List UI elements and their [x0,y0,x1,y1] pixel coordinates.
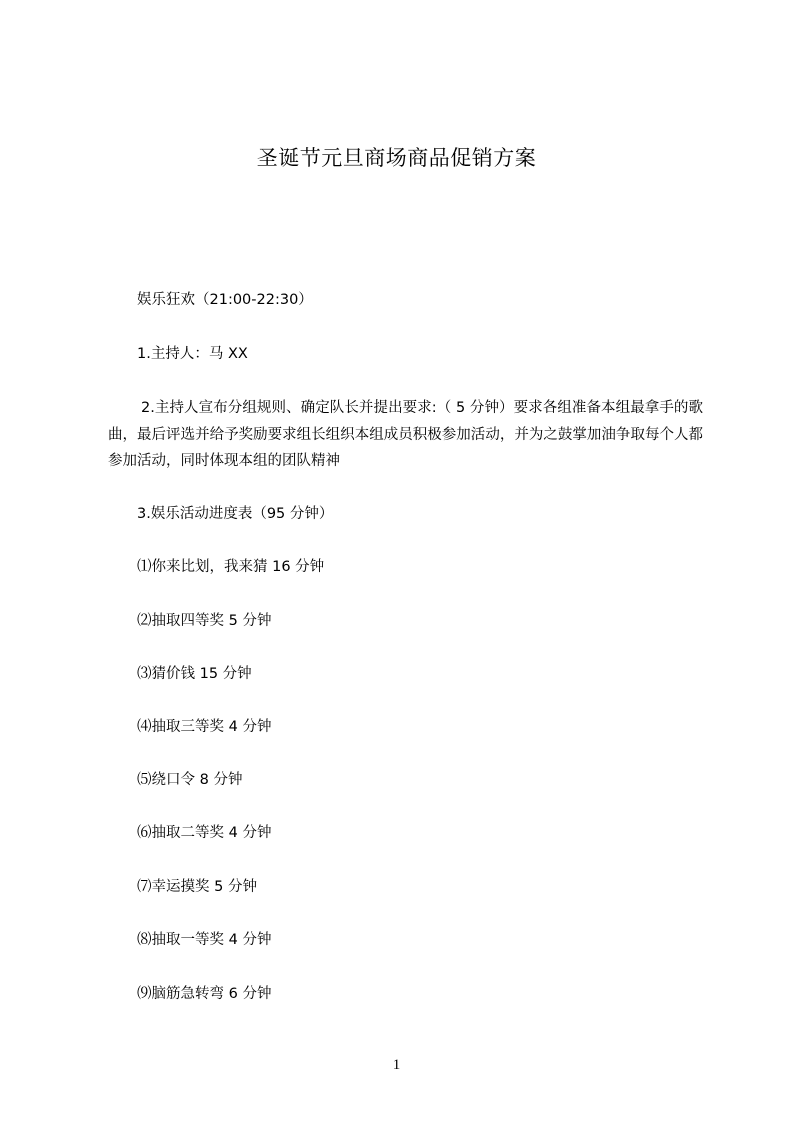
schedule-item: ⑴你来比划，我来猜 16 分钟 [137,559,325,575]
schedule-item: ⑼脑筋急转弯 6 分钟 [137,986,272,1002]
section-heading: 娱乐狂欢（21:00-22:30） [137,292,313,308]
schedule-item: ⑵抽取四等奖 5 分钟 [137,613,272,629]
schedule-heading: 3.娱乐活动进度表（95 分钟） [137,506,334,522]
schedule-item: ⑻抽取一等奖 4 分钟 [137,932,272,948]
schedule-item: ⑸绕口令 8 分钟 [137,772,243,788]
schedule-item: ⑶猜价钱 15 分钟 [137,666,252,682]
schedule-item: ⑷抽取三等奖 4 分钟 [137,719,272,735]
host-line: 1.主持人：马 XX [137,346,248,362]
schedule-item: ⑹抽取二等奖 4 分钟 [137,825,272,841]
schedule-item: ⑺幸运摸奖 5 分钟 [137,879,257,895]
page-number: 1 [392,1057,401,1073]
document-title: 圣诞节元旦商场商品促销方案 [256,146,537,170]
rules-paragraph: 2.主持人宣布分组规则、确定队长并提出要求:（ 5 分钟）要求各组准备本组最拿手的歌曲，最后评选并给予奖励要求组长组织本组成员积极参加活动，并为之鼓掌加油争取每个人都参加活动，同时体现本组的团队精神 [108,400,703,469]
